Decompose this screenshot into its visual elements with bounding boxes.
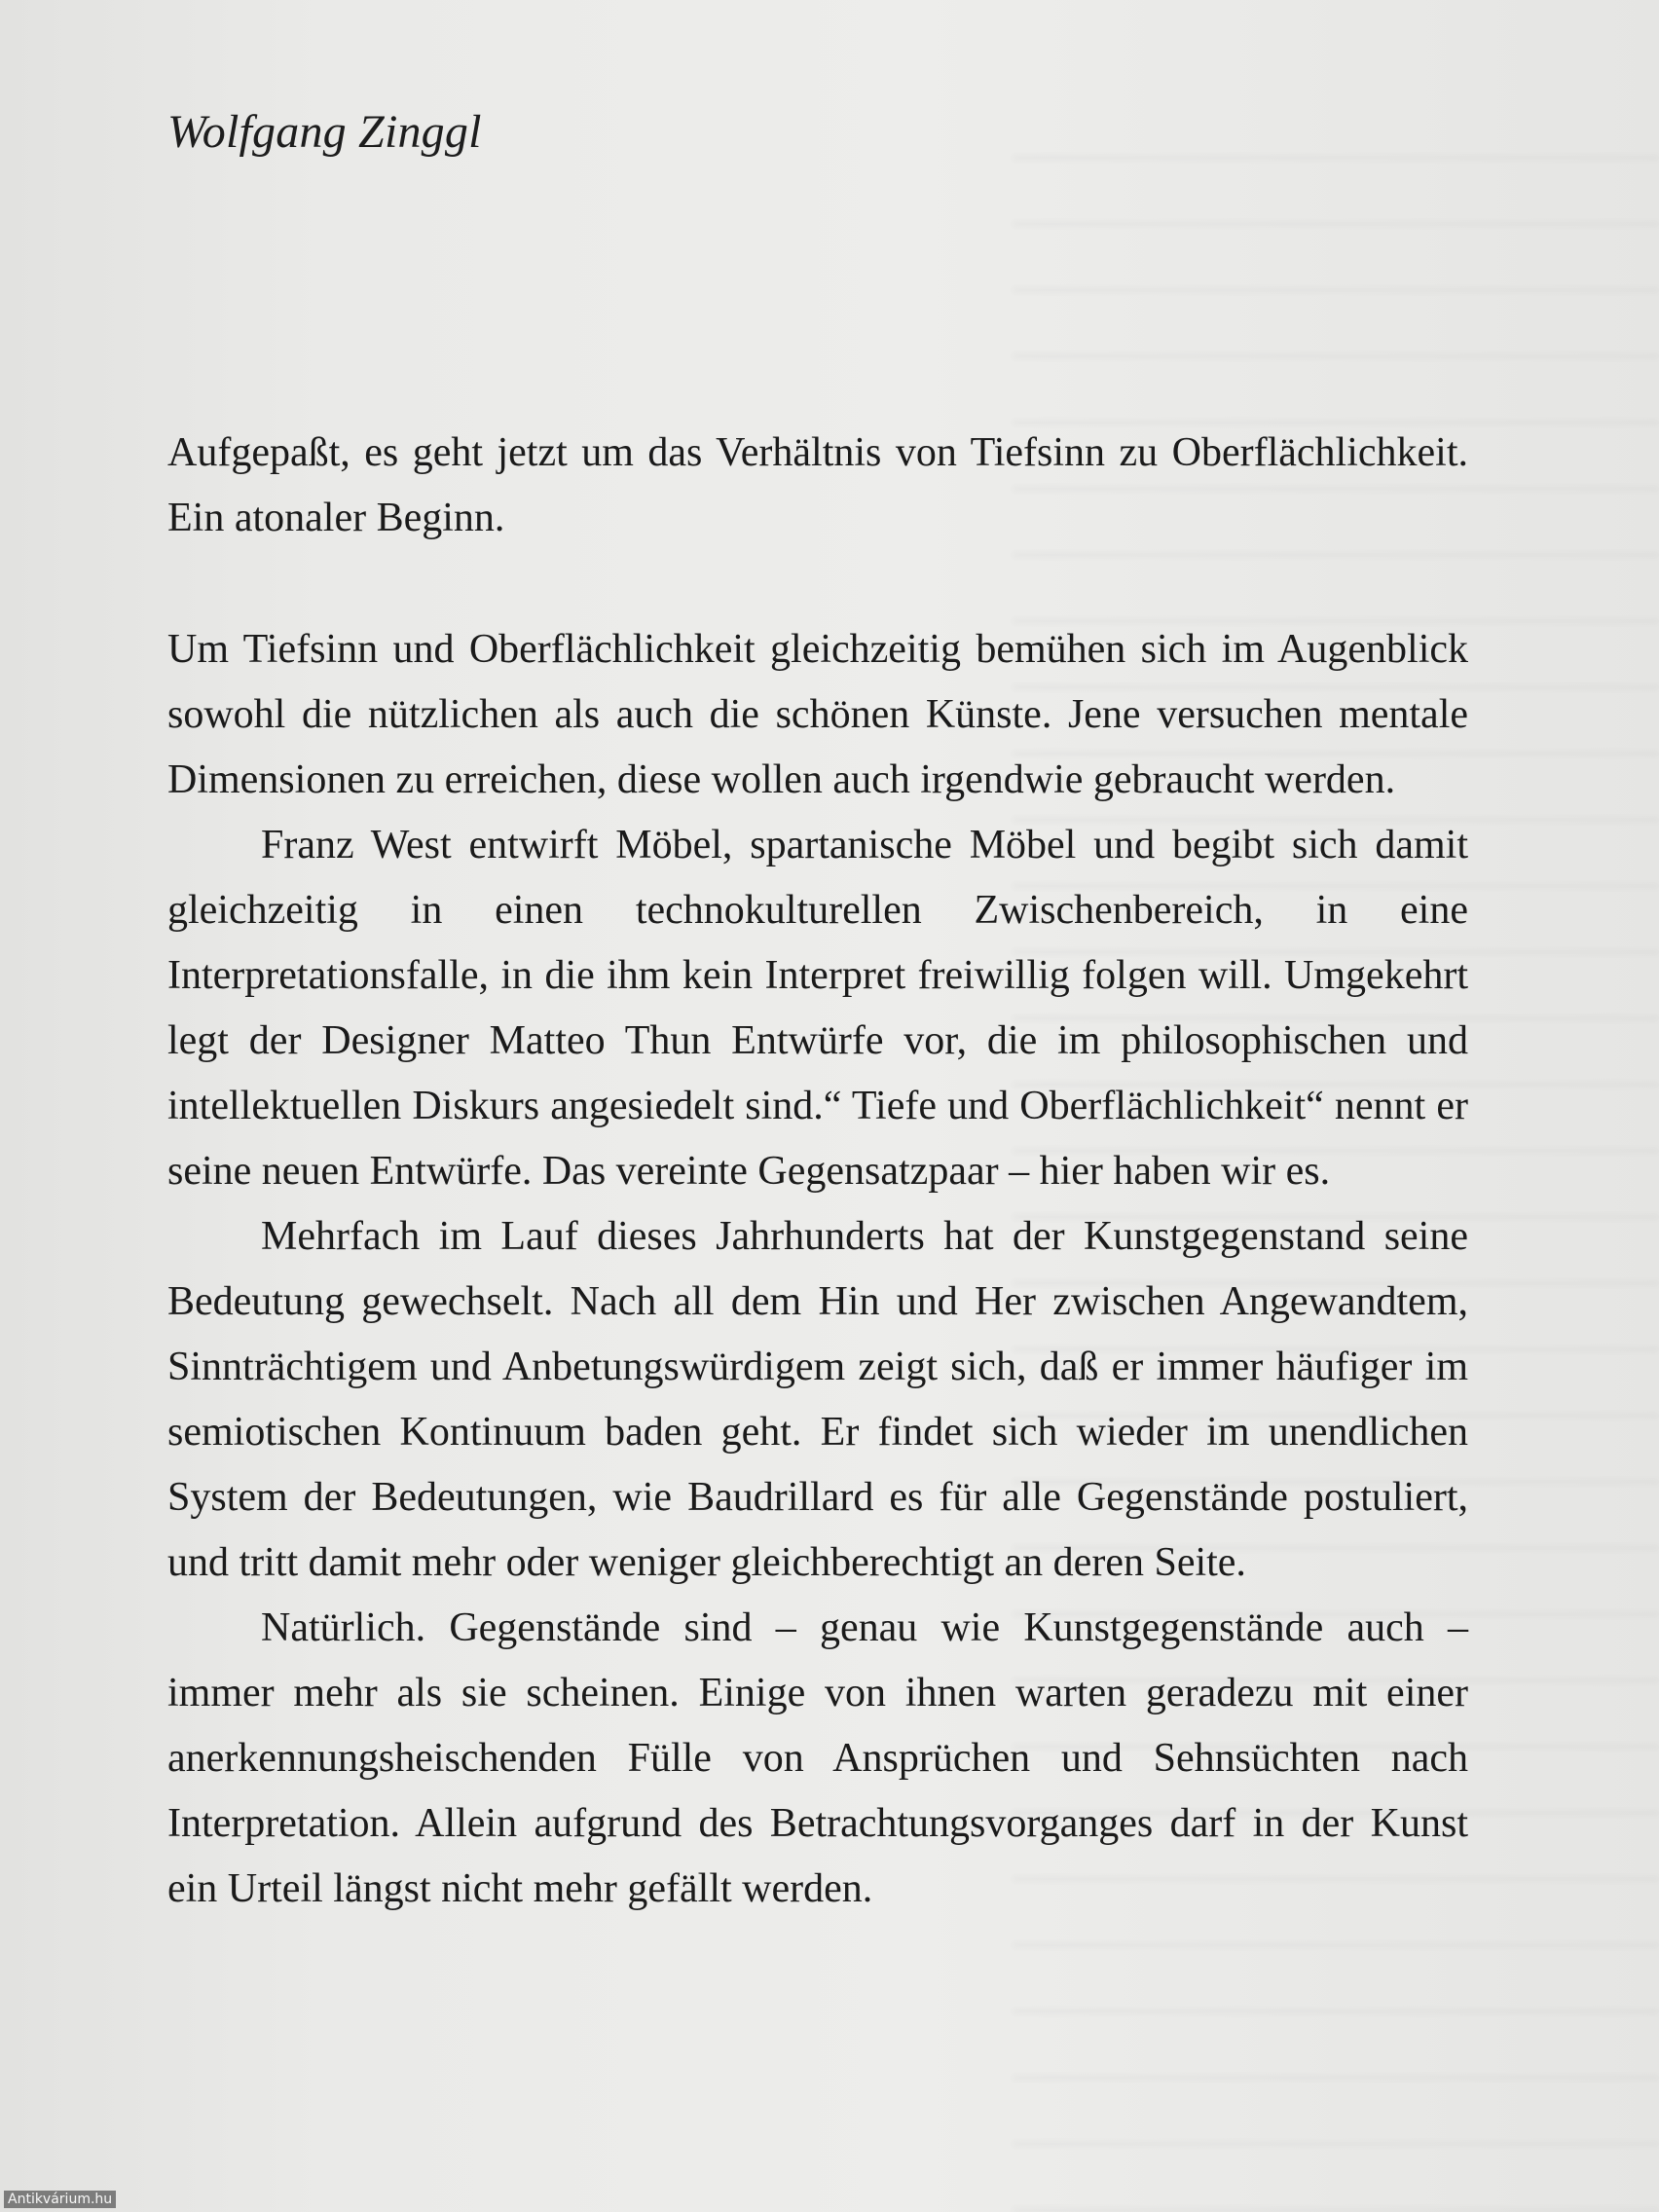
paragraph-4: Natürlich. Gegenstände sind – genau wie Kunstgegenstände auch – immer mehr als sie scheinen. Einige von ihnen warten geradezu mit einer anerkennungsheischenden Fülle von Ansprüchen und Sehnsüchten nach Interpretation. Allein aufgrund des Betrachtungsvorganges darf in der Kunst ein Urteil längst nicht mehr gefällt werden. bbox=[167, 1605, 1468, 1911]
watermark-label: Antikvárium.hu bbox=[4, 2191, 116, 2208]
body-text bbox=[167, 617, 1468, 1922]
intro-paragraph: Aufgepaßt, es geht jetzt um das Verhältnis von Tiefsinn zu Oberflächlichkeit. Ein atonaler Beginn. bbox=[167, 430, 1468, 540]
running-header-author: Wolfgang Zinggl bbox=[167, 106, 482, 158]
paragraph-3: Mehrfach im Lauf dieses Jahrhunderts hat der Kunstgegenstand seine Bedeutung gewechselt. Nach all dem Hin und Her zwischen Angewandtem, Sinnträchtigem und Anbetungswürdigem zeigt sich, daß er immer häufiger im semiotischen Kontinuum baden geht. Er findet sich wieder im unendlichen System der Bedeutungen, wie Baudrillard es für alle Gegenstände postuliert, und tritt damit mehr oder weniger gleichberechtigt an deren Seite. bbox=[167, 1214, 1468, 1585]
paragraph-1: Um Tiefsinn und Oberflächlichkeit gleichzeitig bemühen sich im Augenblick sowohl die nützlichen als auch die schönen Künste. Jene versuchen mentale Dimensionen zu erreichen, diese wollen auch irgendwie gebraucht werden. bbox=[167, 627, 1468, 802]
intro-block bbox=[167, 421, 1468, 551]
paragraph-2: Franz West entwirft Möbel, spartanische Möbel und begibt sich damit gleichzeitig in einen technokulturellen Zwischenbereich, in eine Interpretationsfalle, in die ihm kein Interpret freiwillig folgen will. Umgekehrt legt der Designer Matteo Thun Entwürfe vor, die im philosophischen und intellektuellen Diskurs angesiedelt sind.“ Tiefe und Oberflächlichkeit“ nennt er seine neuen Entwürfe. Das vereinte Gegensatzpaar – hier haben wir es. bbox=[167, 823, 1468, 1194]
